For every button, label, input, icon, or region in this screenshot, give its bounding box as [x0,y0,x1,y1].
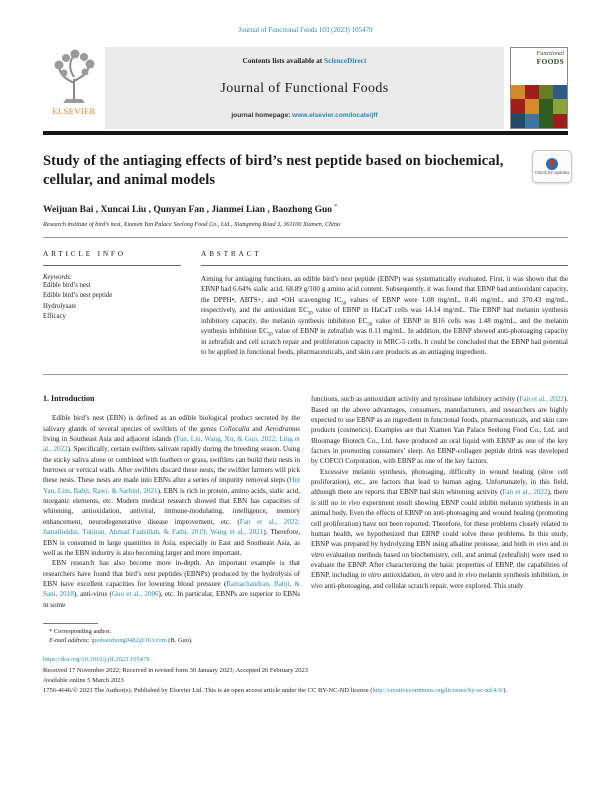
author-list [43,204,568,215]
text-segment: in vitro [360,571,381,580]
text-segment: ), there is still no [311,488,568,507]
email-line [49,637,568,644]
article-info-heading: ARTICLE INFO [43,249,126,258]
text-segment: anti-photoaging, and cellular scratch repair, were explored. This study [322,581,524,590]
text-segment: Aiming for antiaging functions, an edible bird’s nest peptide (EBNP) was systematically evaluated. First, it was shown that the EBNP had 6.64% sialic acid, 68.89 g/100 g amino acid content. Subsequently, it was found that EBNP had antioxidant capacity, the DPPH•, ABTS+, and •OH scavenging IC [201,275,568,304]
text-segment: ), etc. In particular, EBNPs are superior to EBNs in some [43,590,300,609]
introduction-heading: 1. Introduction [43,394,95,404]
text-segment: ). EBN is rich in protein, amino acids, sialic acid, inorganic elements, etc. Modern medical research showed that EBN has capacities of whitening, antioxidation, antiviral, immune-modulating, intelligence, memory enhancement, neurodegenerative disease improvement, etc. ( [43,486,300,526]
intro-right-text [311,394,568,591]
text-segment: and [548,540,563,549]
author-names: Weijuan Bai , Xuncai Liu , Qunyan Fan , Jianmei Lian , Baozhong Guo [43,205,333,215]
citation-link[interactable]: Fan, Liu, Wang, Xu, & Guo, 2022; Ling et al., 2022 [43,435,301,454]
text-segment: 50 [341,301,347,307]
check-for-updates-badge[interactable] [532,150,572,183]
license-line [43,686,568,695]
corresponding-author-note: * Corresponding author. [49,627,111,635]
sciencedirect-link[interactable]: ScienceDirect [324,56,367,65]
keyword-item: Edible bird’s nest [43,282,91,289]
section-divider [43,374,568,375]
text-segment: and [249,424,266,433]
intro-left-text [43,413,300,610]
keyword-item: Hydrolysate [43,302,77,310]
footnote-block [43,623,568,644]
paragraph [43,558,300,610]
article-info-rule [43,265,181,266]
section-divider [43,237,568,238]
license-suffix: ). [503,687,508,695]
text-segment: functions, such as antioxidant activity and tyrosinase inhibitory activity ( [311,395,520,404]
elsevier-tree-icon [52,49,96,105]
check-updates-icon [546,158,558,170]
paragraph [201,274,568,357]
text-segment: experiment result showing EBNP could inhibit melanin synthesis in an animal body. Even the effects of EBNP on anti-photoaging and wound healing (promoting cell proliferation) have not been reported. Therefore, for these problems closely related to human health, we hypothesized that EBNP could solve these problems. In this study, EBNP was prepared by hydrolyzing EBN using alkaline protease, and both [311,498,568,549]
text-segment: 50 [367,322,373,328]
email-link[interactable]: guobaozhong0482@163.com [91,636,167,644]
text-segment: 50 [267,332,273,338]
text-segment: in vitro [423,571,445,580]
text-segment: antioxidation, [380,571,424,580]
text-segment: in vivo [311,571,568,590]
cover-title-line1: Functional [536,50,564,57]
journal-header [43,47,568,129]
article-info-column [43,249,181,357]
elsevier-wordmark: ELSEVIER [52,106,96,116]
contents-line [113,56,496,65]
citation-link[interactable]: Fan et al., 2022 [519,395,564,404]
journal-reference-line: Journal of Functional Foods 103 (2023) 105479 [238,26,373,34]
journal-cover-mosaic [511,85,567,128]
bookmark-icon [550,160,554,167]
citation-link[interactable]: Ramachandran, Babji, & Sani, 2018 [43,579,300,599]
license-prefix: 1756-4646/© 2023 The Author(s). Published by Elsevier Ltd. This is an open access article under the CC BY-NC-ND license ( [43,687,373,695]
cover-title-line2: FOODS [536,56,564,66]
keyword-item: Efficacy [43,312,66,320]
paragraph [311,394,568,466]
citation-link[interactable]: Fan et al., 2022; Jamalluddin, Tukiran, Ahmad Fadzillah, & Fathi, 2019; Wang et al., 2021 [43,517,300,537]
journal-banner [105,47,504,129]
text-segment: ), anti-virus ( [73,590,112,599]
text-segment: Excessive melanin synthesis, photoaging, difficulty in wound healing (slow cell proliferation), etc., are factors that lead to human aging. Unfortunately, in this field, although there are reports that EBNP had skin whitening activity ( [311,467,568,497]
received-dates: Received 17 November 2022; Received in revised form 30 January 2023; Accepted 26 February 2023 [43,667,308,675]
journal-title: Journal of Functional Foods [220,80,389,96]
text-segment: value of EBNP in zebrafish was 0.11 mg/mL. In addition, the EBNP showed anti-photoaging capacity in zebrafish and cell scratch repair and proliferation capacity in MRC-5 cells. It could be concluded that the EBNP had potential to be applied in functional foods, pharmaceuticals, and skin care products as an antiaging ingredient. [201,327,568,356]
email-label: E-mail address: [49,636,90,644]
abstract-text [201,274,568,357]
intro-left-column [43,394,300,610]
paragraph [311,467,568,591]
email-suffix: (B. Guo). [166,636,193,644]
text-segment: in vivo [340,498,361,507]
keywords-list [43,281,181,322]
text-segment: EBN research has also become more in-depth. An important example is that researchers have found that bird’s nest peptides (EBNPs) produced by the hydrolysis of EBN have excellent capacities for lowering blood pressure ( [43,559,300,588]
homepage-line [113,112,496,119]
text-segment: in vivo [457,571,478,580]
doi-link[interactable]: https://doi.org/10.1016/j.jff.2023.105479 [43,655,150,663]
abstract-rule [201,265,568,266]
title-block [43,152,568,191]
journal-cover-thumbnail[interactable] [510,47,568,129]
keyword-item: Edible bird’s nest peptide [43,292,113,300]
abstract-column [201,249,568,357]
text-segment: value of EBNP in HaCaT cells was 14.14 mg/mL. The EBNP had melanin synthesis inhibitory capacity, the melanin synthesis inhibition EC [201,306,568,325]
text-segment: ). Based on the above advantages, consumers, manufacturers, and researchers are highly expected to use EBNP as an ingredient in functional foods, pharmaceuticals, and skin care products (cosmetics). Examples are that Xiamen Yan Palace Seelong Food Co., Ltd. and Bloomage Biotech Co., Ltd. have produced an oral liquid with EBNP as one of the key factors in promoting consumers’ sleep. An EBNP-collagen peptide drink was developed by COFCO Corporation, with EBNP as one of the key factors. [311,395,568,466]
check-updates-label: Check for updates [534,169,570,175]
citation-link[interactable]: Hui Yan, Lim, Babji, Rawi, & Sarbini, 2021 [43,476,300,495]
affiliation: Research institute of bird’s nest, Xiamen Yan Palace Seelong Food Co., Ltd., Xiangming Road 3, 361100 Xiamen, China [43,221,341,228]
abstract-heading: ABSTRACT [201,249,262,258]
journal-cover-title [511,48,567,85]
citation-link[interactable]: Fan et al., 2022 [502,488,548,497]
text-segment: Edible bird’s nest (EBN) is defined as an edible biological product secreted by the salivary glands of several species of swiftlets of the genus [43,414,300,433]
text-segment: evaluation methods based on biochemistry, cell, and animal (zebrafish) were used to evaluate the EBNP. After characterizing the basic properties of EBNP, the capabilities of EBNP, including [311,550,568,580]
keywords-label: Keywords: [43,274,73,281]
text-segment: ). Therefore, EBN is consumed in large quantities in Asia, especially in East and Southeast Asia, as well as the EBN industry is also becoming larger and more important. [43,528,300,557]
citation-link[interactable]: Guo et al., 2006 [111,590,159,599]
contents-prefix: Contents lists available at [242,56,325,65]
introduction-section [43,394,568,610]
text-segment: value of EBNP in B16 cells was 1.48 mg/mL, and the melanin synthesis inhibition EC [201,316,568,336]
article-title: Study of the antiaging effects of bird’s nest peptide based on biochemical, cellular, and animal models [43,153,504,189]
text-segment: in vivo [528,540,549,549]
text-segment: Collocalia [219,424,250,433]
journal-homepage-link[interactable]: www.elsevier.com/locate/jff [292,112,378,119]
text-segment: in vitro [311,540,568,559]
license-url-link[interactable]: http://creativecommons.org/licenses/by-nc-nd/4.0/ [372,687,504,695]
text-segment: Aerodramus [265,424,301,433]
available-online: Available online 5 March 2023 [43,676,124,684]
article-footer [43,655,568,696]
corresponding-author-marker[interactable]: * [334,203,338,210]
homepage-prefix: journal homepage: [231,112,293,119]
footnote-divider [43,623,98,624]
text-segment: values of EBNP were 1.08 mg/mL, 0.46 mg/mL, and 370.43 mg/mL, respectively, and the antioxidant EC [201,295,568,315]
text-segment: 50 [307,311,313,317]
intro-right-column [311,394,568,610]
text-segment: and [444,571,458,580]
text-segment: melanin synthesis inhibition, [477,571,563,580]
text-segment: ). Specifically, certain swiftlets salivate rapidly during the breeding season. Using the sticky saliva alone or combined with feathers or grass, swiftlets can build their nests in burrows or vertical walls. After swiftlets discard these nests, the swiftlet farmers will pick these nests. These nests are made into EBNs after a series of impurity removal steps ( [43,445,300,485]
paragraph [43,413,300,558]
info-abstract-section [43,249,568,365]
elsevier-logo[interactable] [43,47,105,129]
text-segment: living in Southeast Asia and adjacent islands ( [43,435,177,444]
header-divider-bar [43,131,568,135]
